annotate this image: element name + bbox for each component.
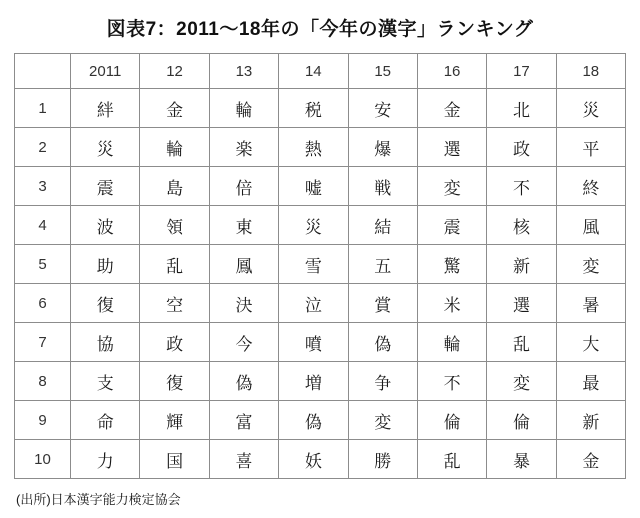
kanji-cell: 新: [556, 401, 625, 440]
kanji-cell: 喜: [209, 440, 278, 479]
kanji-cell: 勝: [348, 440, 417, 479]
kanji-cell: 賞: [348, 284, 417, 323]
table-body: [15, 89, 626, 479]
rank-label: 7: [15, 323, 71, 362]
table-container: [0, 53, 640, 479]
kanji-cell: 支: [71, 362, 140, 401]
kanji-cell: 終: [556, 167, 625, 206]
kanji-cell: 空: [140, 284, 209, 323]
column-header-2011: 2011: [71, 54, 140, 89]
table-row: [15, 440, 626, 479]
rank-label: 5: [15, 245, 71, 284]
kanji-cell: 安: [348, 89, 417, 128]
kanji-cell: 力: [71, 440, 140, 479]
kanji-cell: 倍: [209, 167, 278, 206]
kanji-cell: 変: [348, 401, 417, 440]
kanji-cell: 不: [417, 362, 486, 401]
kanji-cell: 偽: [209, 362, 278, 401]
rank-label: 10: [15, 440, 71, 479]
kanji-cell: 輪: [140, 128, 209, 167]
kanji-cell: 倫: [487, 401, 556, 440]
kanji-cell: 大: [556, 323, 625, 362]
kanji-cell: 嘘: [279, 167, 348, 206]
kanji-cell: 泣: [279, 284, 348, 323]
kanji-cell: 金: [556, 440, 625, 479]
kanji-cell: 楽: [209, 128, 278, 167]
table-row: [15, 245, 626, 284]
kanji-cell: 震: [71, 167, 140, 206]
kanji-cell: 暑: [556, 284, 625, 323]
rank-label: 9: [15, 401, 71, 440]
table-row: [15, 362, 626, 401]
rank-label: 8: [15, 362, 71, 401]
kanji-cell: 北: [487, 89, 556, 128]
rank-label: 3: [15, 167, 71, 206]
kanji-cell: 協: [71, 323, 140, 362]
kanji-cell: 米: [417, 284, 486, 323]
kanji-cell: 爆: [348, 128, 417, 167]
kanji-cell: 乱: [417, 440, 486, 479]
column-header-15: 15: [348, 54, 417, 89]
column-header-17: 17: [487, 54, 556, 89]
table-header-row: [15, 54, 626, 89]
kanji-cell: 偽: [348, 323, 417, 362]
table-row: [15, 128, 626, 167]
kanji-cell: 噴: [279, 323, 348, 362]
rank-label: 1: [15, 89, 71, 128]
kanji-cell: 災: [556, 89, 625, 128]
kanji-cell: 国: [140, 440, 209, 479]
column-header-16: 16: [417, 54, 486, 89]
kanji-cell: 増: [279, 362, 348, 401]
kanji-cell: 争: [348, 362, 417, 401]
page-title: 図表7：2011〜18年の「今年の漢字」ランキング: [106, 19, 534, 40]
rank-label: 6: [15, 284, 71, 323]
corner-header: [15, 54, 71, 89]
kanji-cell: 金: [140, 89, 209, 128]
kanji-cell: 復: [140, 362, 209, 401]
table-header: [15, 54, 626, 89]
kanji-cell: 絆: [71, 89, 140, 128]
kanji-cell: 変: [556, 245, 625, 284]
kanji-cell: 輝: [140, 401, 209, 440]
kanji-cell: 政: [487, 128, 556, 167]
kanji-cell: 熱: [279, 128, 348, 167]
kanji-cell: 雪: [279, 245, 348, 284]
kanji-cell: 領: [140, 206, 209, 245]
kanji-cell: 不: [487, 167, 556, 206]
kanji-cell: 妖: [279, 440, 348, 479]
kanji-cell: 風: [556, 206, 625, 245]
kanji-cell: 富: [209, 401, 278, 440]
kanji-cell: 五: [348, 245, 417, 284]
table-row: [15, 323, 626, 362]
kanji-cell: 乱: [140, 245, 209, 284]
kanji-cell: 倫: [417, 401, 486, 440]
table-row: [15, 284, 626, 323]
kanji-cell: 暴: [487, 440, 556, 479]
rank-label: 2: [15, 128, 71, 167]
kanji-cell: 驚: [417, 245, 486, 284]
kanji-cell: 災: [71, 128, 140, 167]
kanji-cell: 新: [487, 245, 556, 284]
column-header-14: 14: [279, 54, 348, 89]
kanji-cell: 助: [71, 245, 140, 284]
kanji-cell: 変: [487, 362, 556, 401]
kanji-cell: 選: [487, 284, 556, 323]
kanji-cell: 今: [209, 323, 278, 362]
kanji-ranking-table: [14, 53, 626, 479]
kanji-cell: 島: [140, 167, 209, 206]
column-header-13: 13: [209, 54, 278, 89]
table-row: [15, 89, 626, 128]
table-row: [15, 206, 626, 245]
kanji-cell: 戦: [348, 167, 417, 206]
kanji-cell: 結: [348, 206, 417, 245]
kanji-cell: 偽: [279, 401, 348, 440]
kanji-cell: 鳳: [209, 245, 278, 284]
kanji-cell: 輪: [417, 323, 486, 362]
kanji-cell: 核: [487, 206, 556, 245]
table-row: [15, 167, 626, 206]
kanji-cell: 選: [417, 128, 486, 167]
column-header-12: 12: [140, 54, 209, 89]
kanji-cell: 政: [140, 323, 209, 362]
kanji-cell: 最: [556, 362, 625, 401]
rank-label: 4: [15, 206, 71, 245]
kanji-cell: 平: [556, 128, 625, 167]
kanji-cell: 震: [417, 206, 486, 245]
kanji-cell: 災: [279, 206, 348, 245]
source-note: (出所)日本漢字能力検定協会: [16, 492, 181, 507]
kanji-cell: 金: [417, 89, 486, 128]
kanji-cell: 東: [209, 206, 278, 245]
kanji-cell: 波: [71, 206, 140, 245]
table-row: [15, 401, 626, 440]
kanji-cell: 変: [417, 167, 486, 206]
kanji-cell: 命: [71, 401, 140, 440]
kanji-cell: 決: [209, 284, 278, 323]
column-header-18: 18: [556, 54, 625, 89]
kanji-cell: 税: [279, 89, 348, 128]
kanji-cell: 復: [71, 284, 140, 323]
kanji-cell: 乱: [487, 323, 556, 362]
kanji-cell: 輪: [209, 89, 278, 128]
